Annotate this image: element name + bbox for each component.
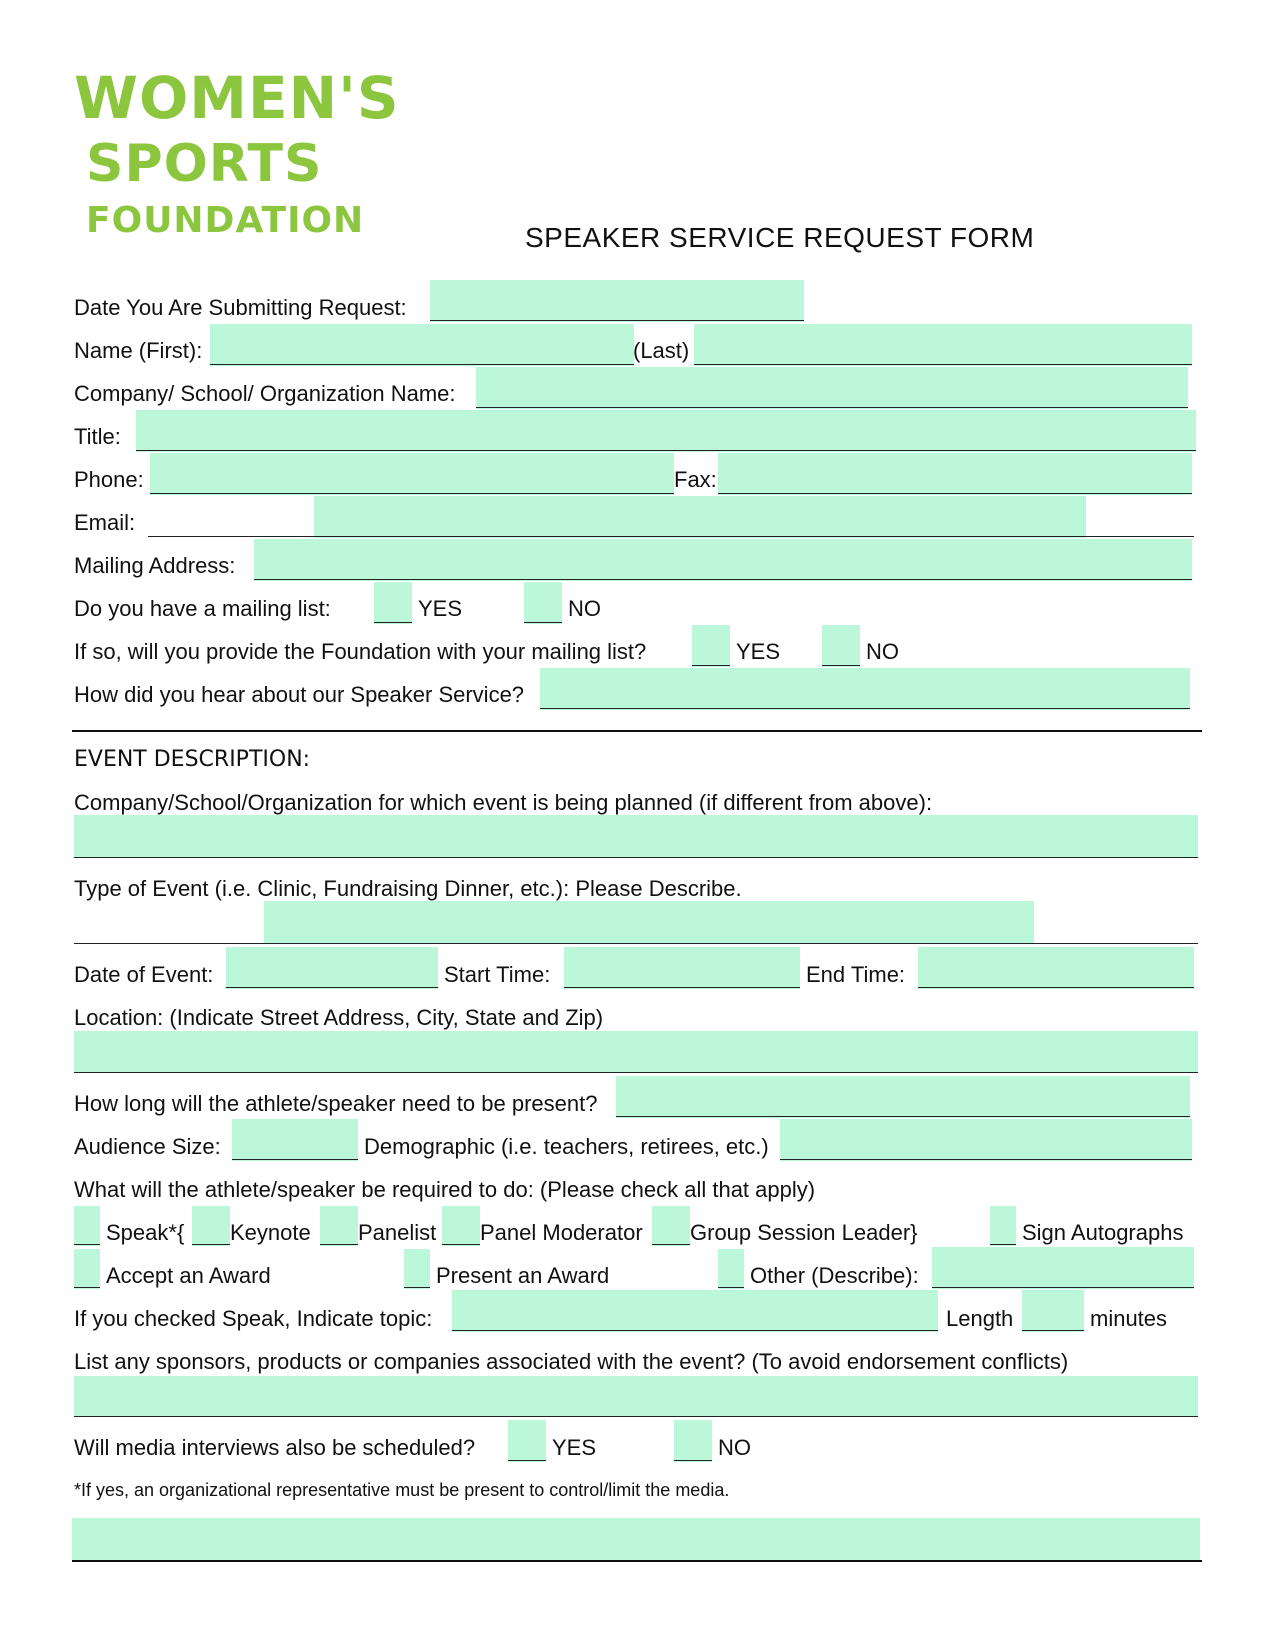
start-time-field[interactable] (564, 947, 800, 989)
media-yes-label: YES (552, 1435, 597, 1460)
event-description-heading: EVENT DESCRIPTION: (74, 747, 311, 772)
mailing-list-yes-label: YES (418, 596, 463, 621)
title-field[interactable] (136, 410, 1196, 452)
logo-line-foundation: FOUNDATION (86, 200, 365, 241)
date-submitting-field[interactable] (430, 280, 804, 322)
email-label: Email: (74, 510, 136, 535)
how-long-underline (616, 1116, 1190, 1117)
provide-list-no-checkbox[interactable] (822, 625, 860, 667)
end-time-label: End Time: (806, 962, 906, 987)
end-time-underline (918, 987, 1194, 988)
provide-list-yes-label: YES (736, 639, 781, 664)
other-describe-underline (932, 1287, 1194, 1288)
other-describe-field[interactable] (932, 1247, 1194, 1289)
section-divider (72, 730, 1202, 732)
additional-notes-field[interactable] (72, 1518, 1200, 1560)
provide-list-no-underline (822, 665, 860, 666)
phone-underline (150, 493, 674, 494)
company-label: Company/ School/ Organization Name: (74, 381, 456, 406)
length-underline (1022, 1330, 1084, 1331)
date-submitting-label: Date You Are Submitting Request: (74, 295, 407, 320)
audience-size-field[interactable] (232, 1119, 358, 1161)
fax-field[interactable] (718, 453, 1192, 495)
event-type-underline (74, 943, 1198, 944)
sponsors-underline (74, 1416, 1198, 1417)
accept-award-label: Accept an Award (106, 1263, 271, 1288)
present-award-checkbox[interactable] (404, 1249, 430, 1289)
event-type-field[interactable] (264, 901, 1034, 943)
keynote-label: Keynote (230, 1220, 311, 1245)
keynote-checkbox[interactable] (192, 1206, 230, 1246)
mailing-list-question: Do you have a mailing list: (74, 596, 331, 621)
title-label: Title: (74, 424, 121, 449)
mailing-list-no-checkbox[interactable] (524, 582, 562, 624)
company-underline (476, 407, 1188, 408)
panel-moderator-checkbox[interactable] (442, 1206, 480, 1246)
group-leader-checkbox[interactable] (652, 1206, 690, 1246)
panelist-underline (320, 1244, 358, 1245)
panel-moderator-label: Panel Moderator (480, 1220, 643, 1245)
demographic-underline (780, 1159, 1192, 1160)
group-leader-label: Group Session Leader} (690, 1220, 918, 1245)
location-label: Location: (Indicate Street Address, City, State and Zip) (74, 1005, 604, 1030)
phone-field[interactable] (150, 453, 674, 495)
mailing-list-yes-underline (374, 622, 412, 623)
media-no-checkbox[interactable] (674, 1420, 712, 1462)
mailing-address-field[interactable] (254, 539, 1192, 581)
hear-about-field[interactable] (540, 668, 1190, 710)
panel-moderator-underline (442, 1244, 480, 1245)
media-no-underline (674, 1460, 712, 1461)
other-checkbox[interactable] (718, 1249, 744, 1289)
speak-underline (74, 1244, 100, 1245)
name-last-label: (Last) (633, 338, 690, 363)
provide-list-no-label: NO (866, 639, 899, 664)
panelist-label: Panelist (358, 1220, 437, 1245)
topic-underline (452, 1330, 938, 1331)
speak-checkbox[interactable] (74, 1206, 100, 1246)
logo-line-womens: WOMEN'S (74, 64, 400, 132)
demographic-field[interactable] (780, 1119, 1192, 1161)
demographic-label: Demographic (i.e. teachers, retirees, etc.) (364, 1134, 769, 1159)
event-org-field[interactable] (74, 815, 1198, 857)
provide-list-question: If so, will you provide the Foundation with your mailing list? (74, 639, 647, 664)
phone-label: Phone: (74, 467, 144, 492)
required-question: What will the athlete/speaker be required to do: (Please check all that apply) (74, 1177, 816, 1202)
start-time-underline (564, 987, 800, 988)
media-question: Will media interviews also be scheduled? (74, 1435, 476, 1460)
mailing-address-label: Mailing Address: (74, 553, 236, 578)
group-leader-underline (652, 1244, 690, 1245)
name-first-label: Name (First): (74, 338, 203, 363)
email-field[interactable] (314, 496, 1086, 538)
media-note: *If yes, an organizational representative must be present to control/limit the media. (74, 1480, 730, 1500)
length-label: Length (946, 1306, 1014, 1331)
provide-list-yes-underline (692, 665, 730, 666)
sponsors-field[interactable] (74, 1376, 1198, 1416)
accept-award-checkbox[interactable] (74, 1249, 100, 1289)
speak-label: Speak*{ (106, 1220, 185, 1245)
foundation-logo (74, 64, 400, 254)
first-name-field[interactable] (210, 324, 634, 366)
start-time-label: Start Time: (444, 962, 551, 987)
bottom-rule (72, 1560, 1202, 1562)
event-org-underline (74, 857, 1198, 858)
fax-label: Fax: (674, 467, 717, 492)
how-long-question: How long will the athlete/speaker need to be present? (74, 1091, 598, 1116)
sign-autographs-underline (990, 1244, 1016, 1245)
title-underline (136, 450, 1196, 451)
fax-underline (718, 493, 1192, 494)
event-org-question: Company/School/Organization for which event is being planned (if different from above): (74, 790, 933, 815)
event-date-field[interactable] (226, 947, 438, 989)
sign-autographs-checkbox[interactable] (990, 1206, 1016, 1246)
company-field[interactable] (476, 367, 1188, 409)
topic-field[interactable] (452, 1290, 938, 1332)
panelist-checkbox[interactable] (320, 1206, 358, 1246)
accept-award-underline (74, 1287, 100, 1288)
minutes-label: minutes (1090, 1306, 1168, 1331)
mailing-list-no-underline (524, 622, 562, 623)
provide-list-yes-checkbox[interactable] (692, 625, 730, 667)
media-yes-underline (508, 1460, 546, 1461)
sign-autographs-label: Sign Autographs (1022, 1220, 1184, 1245)
location-field[interactable] (74, 1031, 1198, 1073)
mailing-list-no-label: NO (568, 596, 601, 621)
last-name-underline (694, 364, 1192, 365)
audience-size-label: Audience Size: (74, 1134, 221, 1159)
mailing-list-yes-checkbox[interactable] (374, 582, 412, 624)
media-no-label: NO (718, 1435, 751, 1460)
sponsors-question: List any sponsors, products or companies associated with the event? (To avoid endorsement conflicts) (74, 1349, 1069, 1374)
mailing-address-underline (254, 579, 1192, 580)
hear-about-question: How did you hear about our Speaker Service? (74, 682, 525, 707)
logo-line-sports: SPORTS (86, 134, 323, 194)
date-submitting-underline (430, 320, 804, 321)
keynote-underline (192, 1244, 230, 1245)
audience-size-underline (232, 1159, 358, 1160)
last-name-field[interactable] (694, 324, 1192, 366)
other-underline (718, 1287, 744, 1288)
media-yes-checkbox[interactable] (508, 1420, 546, 1462)
length-field[interactable] (1022, 1290, 1084, 1332)
event-date-label: Date of Event: (74, 962, 214, 987)
hear-about-underline (540, 708, 1190, 709)
location-underline (74, 1072, 1198, 1073)
how-long-field[interactable] (616, 1076, 1190, 1118)
first-name-underline (210, 364, 634, 365)
other-label: Other (Describe): (750, 1263, 919, 1288)
end-time-field[interactable] (918, 947, 1194, 989)
event-type-question: Type of Event (i.e. Clinic, Fundraising Dinner, etc.): Please Describe. (74, 876, 742, 901)
present-award-label: Present an Award (436, 1263, 610, 1288)
form-title: SPEAKER SERVICE REQUEST FORM (525, 222, 1035, 253)
topic-question: If you checked Speak, Indicate topic: (74, 1306, 433, 1331)
present-award-underline (404, 1287, 430, 1288)
event-date-underline (226, 987, 438, 988)
email-underline (148, 536, 1194, 537)
